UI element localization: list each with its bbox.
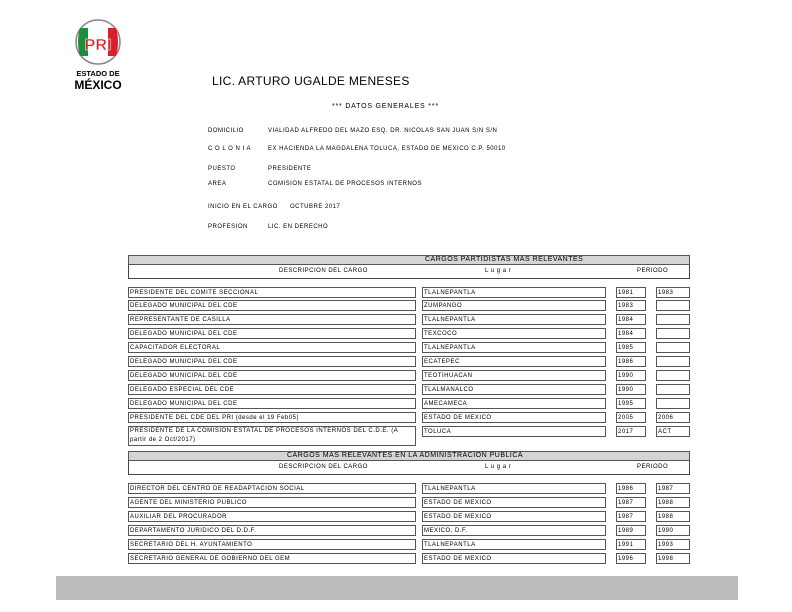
table-row bbox=[128, 483, 690, 495]
table-row bbox=[128, 412, 690, 424]
row-lugar: MEXICO, D.F. bbox=[422, 525, 606, 536]
row-desc: PRESIDENTE DE LA COMISION ESTATAL DE PROCESOS INTERNOS DEL C.D.E. (A partir de 2 Oct/2017) bbox=[128, 426, 416, 446]
logo-line2: MÉXICO bbox=[74, 78, 122, 92]
colonia-label: C O L O N I A bbox=[208, 146, 251, 152]
row-from: 1984 bbox=[616, 314, 646, 325]
table-row bbox=[128, 287, 690, 299]
col-periodo: PERIODO bbox=[637, 268, 669, 274]
party-logo bbox=[68, 18, 128, 94]
row-to: ACT bbox=[656, 426, 690, 437]
domicilio-label: DOMICILIO bbox=[208, 128, 244, 134]
row-desc: DELEGADO MUNICIPAL DEL CDE bbox=[128, 328, 416, 339]
partidistas-column-header bbox=[128, 265, 690, 279]
row-desc: PRESIDENTE DEL CDE DEL PRI (desde el 19 Feb05) bbox=[128, 412, 416, 423]
row-lugar: TLALNEPANTLA bbox=[422, 287, 606, 298]
row-to: 1988 bbox=[656, 511, 690, 522]
row-to bbox=[656, 398, 690, 409]
table-row bbox=[128, 356, 690, 368]
general-data-heading: *** DATOS GENERALES *** bbox=[332, 103, 439, 110]
row-from: 1991 bbox=[616, 539, 646, 550]
row-lugar: ECATEPEC bbox=[422, 356, 606, 367]
table-row bbox=[128, 328, 690, 340]
publica-title: CARGOS MAS RELEVANTES EN LA ADMINISTRACION PUBLICA bbox=[287, 452, 524, 459]
row-desc: AUXILIAR DEL PROCURADOR bbox=[128, 511, 416, 522]
row-to: 1983 bbox=[656, 287, 690, 298]
logo-line1: ESTADO DE bbox=[76, 69, 120, 78]
row-from: 1987 bbox=[616, 511, 646, 522]
table-row bbox=[128, 497, 690, 509]
row-lugar: TEXCOCO bbox=[422, 328, 606, 339]
row-to bbox=[656, 384, 690, 395]
row-lugar: ESTADO DE MEXICO bbox=[422, 553, 606, 564]
colonia-value: EX HACIENDA LA MAGDALENA TOLUCA, ESTADO DE MEXICO C.P. 50010 bbox=[268, 146, 506, 152]
table-row bbox=[128, 553, 690, 565]
row-lugar: TLALNEPANTLA bbox=[422, 539, 606, 550]
table-row bbox=[128, 511, 690, 523]
profesion-label: PROFESION bbox=[208, 224, 248, 230]
table-row bbox=[128, 525, 690, 537]
row-to bbox=[656, 370, 690, 381]
row-desc: AGENTE DEL MINISTERIO PUBLICO bbox=[128, 497, 416, 508]
row-to bbox=[656, 342, 690, 353]
row-lugar: TOLUCA bbox=[422, 426, 606, 437]
table-row bbox=[128, 539, 690, 551]
row-from: 1987 bbox=[616, 497, 646, 508]
row-lugar: ESTADO DE MEXICO bbox=[422, 412, 606, 423]
table-row bbox=[128, 342, 690, 354]
row-desc: SECRETARIO GENERAL DE GOBIERNO DEL GEM bbox=[128, 553, 416, 564]
row-lugar: TLALMANALCO bbox=[422, 384, 606, 395]
table-row bbox=[128, 300, 690, 312]
row-lugar: TLALNEPANTLA bbox=[422, 314, 606, 325]
partidistas-title: CARGOS PARTIDISTAS MAS RELEVANTES bbox=[425, 256, 584, 263]
area-label: AREA bbox=[208, 181, 227, 187]
row-from: 1984 bbox=[616, 328, 646, 339]
row-from: 1996 bbox=[616, 553, 646, 564]
row-to: 1993 bbox=[656, 539, 690, 550]
table-row bbox=[128, 398, 690, 410]
puesto-value: PRESIDENTE bbox=[268, 166, 312, 172]
row-from: 1983 bbox=[616, 300, 646, 311]
row-from: 1990 bbox=[616, 384, 646, 395]
domicilio-value: VIALIDAD ALFREDO DEL MAZO ESQ. DR. NICOLAS SAN JUAN S/N S/N bbox=[268, 128, 498, 134]
row-desc: CAPACITADOR ELECTORAL bbox=[128, 342, 416, 353]
row-to bbox=[656, 356, 690, 367]
row-lugar: ESTADO DE MEXICO bbox=[422, 497, 606, 508]
footer-bar bbox=[56, 576, 738, 600]
row-to: 2006 bbox=[656, 412, 690, 423]
row-to: 1998 bbox=[656, 553, 690, 564]
row-lugar: AMECAMECA bbox=[422, 398, 606, 409]
col-lugar: L u g a r bbox=[485, 268, 512, 274]
row-lugar: ESTADO DE MEXICO bbox=[422, 511, 606, 522]
inicio-label: INICIO EN EL CARGO bbox=[208, 204, 278, 210]
row-to bbox=[656, 328, 690, 339]
row-from: 1986 bbox=[616, 356, 646, 367]
row-desc: DELEGADO MUNICIPAL DEL CDE bbox=[128, 370, 416, 381]
table-row bbox=[128, 426, 690, 448]
area-value: COMISION ESTATAL DE PROCESOS INTERNOS bbox=[268, 181, 422, 187]
row-from: 1995 bbox=[616, 398, 646, 409]
publica-section-header bbox=[128, 451, 690, 461]
row-from: 1985 bbox=[616, 342, 646, 353]
profesion-value: LIC. EN DERECHO bbox=[268, 224, 329, 230]
row-desc: DELEGADO MUNICIPAL DEL CDE bbox=[128, 398, 416, 409]
row-lugar: TEOTIHUACAN bbox=[422, 370, 606, 381]
row-lugar: TLALNEPANTLA bbox=[422, 342, 606, 353]
row-from: 2017 bbox=[616, 426, 646, 437]
row-to: 1990 bbox=[656, 525, 690, 536]
row-lugar: TLALNEPANTLA bbox=[422, 483, 606, 494]
puesto-label: PUESTO bbox=[208, 166, 236, 172]
table-row bbox=[128, 314, 690, 326]
row-desc: DEPARTAMENTO JURIDICO DEL D.D.F. bbox=[128, 525, 416, 536]
col-desc: DESCRIPCION DEL CARGO bbox=[279, 464, 368, 470]
row-desc: PRESIDENTE DEL COMITE SECCIONAL bbox=[128, 287, 416, 298]
inicio-value: OCTUBRE 2017 bbox=[290, 204, 341, 210]
row-desc: DELEGADO MUNICIPAL DEL CDE bbox=[128, 300, 416, 311]
row-desc: DELEGADO ESPECIAL DEL CDE bbox=[128, 384, 416, 395]
row-from: 1986 bbox=[616, 483, 646, 494]
row-to: 1988 bbox=[656, 497, 690, 508]
row-to: 1987 bbox=[656, 483, 690, 494]
row-from: 2005 bbox=[616, 412, 646, 423]
partidistas-section-header bbox=[128, 255, 690, 265]
person-name: LIC. ARTURO UGALDE MENESES bbox=[212, 74, 410, 88]
col-desc: DESCRIPCION DEL CARGO bbox=[279, 268, 368, 274]
table-row bbox=[128, 384, 690, 396]
logo-party-text: PRI bbox=[84, 37, 112, 54]
table-row bbox=[128, 370, 690, 382]
row-desc: DELEGADO MUNICIPAL DEL CDE bbox=[128, 356, 416, 367]
row-to bbox=[656, 314, 690, 325]
row-desc: DIRECTOR DEL CENTRO DE READAPTACION SOCIAL bbox=[128, 483, 416, 494]
row-desc: SECRETARIO DEL H. AYUNTAMIENTO bbox=[128, 539, 416, 550]
col-periodo: PERIODO bbox=[637, 464, 669, 470]
row-from: 1989 bbox=[616, 525, 646, 536]
row-to bbox=[656, 300, 690, 311]
row-desc: REPRESENTANTE DE CASILLA bbox=[128, 314, 416, 325]
row-from: 1981 bbox=[616, 287, 646, 298]
publica-column-header bbox=[128, 461, 690, 475]
col-lugar: L u g a r bbox=[485, 464, 512, 470]
row-lugar: ZUMPANGO bbox=[422, 300, 606, 311]
row-from: 1990 bbox=[616, 370, 646, 381]
